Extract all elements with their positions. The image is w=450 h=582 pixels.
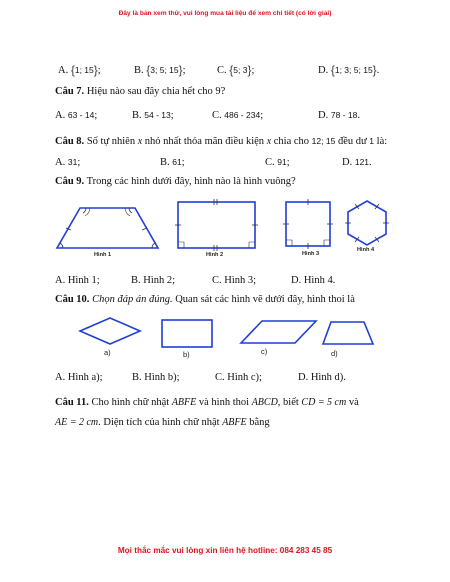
- option-letter: B.: [134, 65, 144, 76]
- question-text: Trong các hình dưới đây, hình nào là hình vuông?: [86, 176, 296, 187]
- q7-option-b[interactable]: B. 54 - 13;: [132, 110, 174, 121]
- figure-4-hexagon: [345, 201, 389, 245]
- q9-option-b[interactable]: B. Hình 2;: [131, 275, 176, 286]
- hotline-banner: Mọi thắc mắc vui lòng xin liên hệ hotline: 084 283 45 85: [117, 546, 333, 555]
- shape-b-rectangle: [162, 320, 212, 347]
- q7-option-d[interactable]: D. 78 - 18.: [318, 110, 360, 121]
- shape-b-label: b): [183, 350, 190, 359]
- q8-stem: Câu 8. Số tự nhiên x nhỏ nhất thỏa mãn điều kiện x chia cho 12; 15 đều dư 1 là:: [55, 136, 388, 147]
- question-label: Câu 11.: [55, 397, 89, 408]
- q9-option-d[interactable]: D. Hình 4.: [291, 275, 336, 286]
- q10-option-c[interactable]: C. Hình c);: [215, 372, 262, 383]
- option-set: {1; 3; 5; 15}: [330, 63, 377, 77]
- shape-d-trapezoid: [323, 322, 373, 344]
- figure-1-caption: Hình 1: [94, 252, 112, 258]
- question-label: Câu 10.: [55, 294, 90, 305]
- q10-stem: Câu 10. Chọn đáp án đúng. Quan sát các hình vẽ dưới đây, hình thoi là: [55, 294, 355, 305]
- q10-option-b[interactable]: B. Hình b);: [132, 372, 180, 383]
- q10-figures: [0, 312, 450, 362]
- q11-stem-line2: AE = 2 cm. Diện tích của hình chữ nhật ABFE bằng: [55, 417, 270, 428]
- q10-option-a[interactable]: A. Hình a);: [55, 372, 103, 383]
- q9-stem: [55, 176, 296, 187]
- q6-option-d[interactable]: D. {1; 3; 5; 15}.: [318, 63, 380, 77]
- q7-option-a[interactable]: A. 63 - 14;: [55, 110, 98, 121]
- option-letter: A.: [58, 65, 69, 76]
- q7-stem: [55, 86, 225, 97]
- shape-c-parallelogram: [241, 321, 316, 343]
- q9-option-c[interactable]: C. Hình 3;: [212, 275, 257, 286]
- q8-option-d[interactable]: D. 121.: [342, 157, 372, 168]
- figure-1-trapezoid: [57, 208, 158, 248]
- figure-2-caption: Hình 2: [206, 252, 224, 258]
- figure-4-caption: Hình 4: [357, 247, 375, 253]
- q6-option-a[interactable]: A. {1; 15};: [58, 63, 101, 77]
- figure-3-square: [283, 199, 333, 249]
- q8-option-c[interactable]: C. 91;: [265, 157, 290, 168]
- option-set: {3; 5; 15}: [146, 63, 183, 77]
- shape-a-rhombus: [80, 318, 140, 344]
- shape-c-label: c): [261, 347, 268, 356]
- q8-option-a[interactable]: A. 31;: [55, 157, 81, 168]
- figure-3-caption: Hình 3: [302, 251, 320, 257]
- q6-option-c[interactable]: C. {5; 3};: [217, 63, 255, 77]
- q7-option-c[interactable]: C. 486 - 234;: [212, 110, 264, 121]
- option-set: {1; 15}: [70, 63, 98, 77]
- q9-option-a[interactable]: A. Hình 1;: [55, 275, 100, 286]
- option-set: {5; 3}: [229, 63, 252, 77]
- question-text: Hiệu nào sau đây chia hết cho 9?: [86, 86, 226, 97]
- option-letter: C.: [217, 65, 227, 76]
- q8-option-b[interactable]: B. 61;: [160, 157, 185, 168]
- q6-option-b[interactable]: B. {3; 5; 15};: [134, 63, 186, 77]
- q11-stem-line1: Câu 11. Cho hình chữ nhật ABFE và hình thoi ABCD, biết CD = 5 cm và: [55, 397, 359, 408]
- option-letter: D.: [318, 65, 329, 76]
- figure-2-rectangle: [175, 199, 258, 251]
- q10-option-d[interactable]: D. Hình d).: [298, 372, 346, 383]
- shape-d-label: d): [331, 349, 338, 358]
- question-label: Câu 9.: [55, 176, 85, 187]
- shape-a-label: a): [104, 348, 111, 357]
- q9-figures: [0, 190, 450, 270]
- question-label: Câu 7.: [55, 86, 85, 97]
- preview-banner: Đây là bản xem thử, vui lòng mua tài liệu để xem chi tiết (có lời giải): [118, 10, 332, 17]
- question-label: Câu 8.: [55, 136, 85, 147]
- question-text: Quan sát các hình vẽ dưới đây, hình thoi là: [175, 294, 355, 305]
